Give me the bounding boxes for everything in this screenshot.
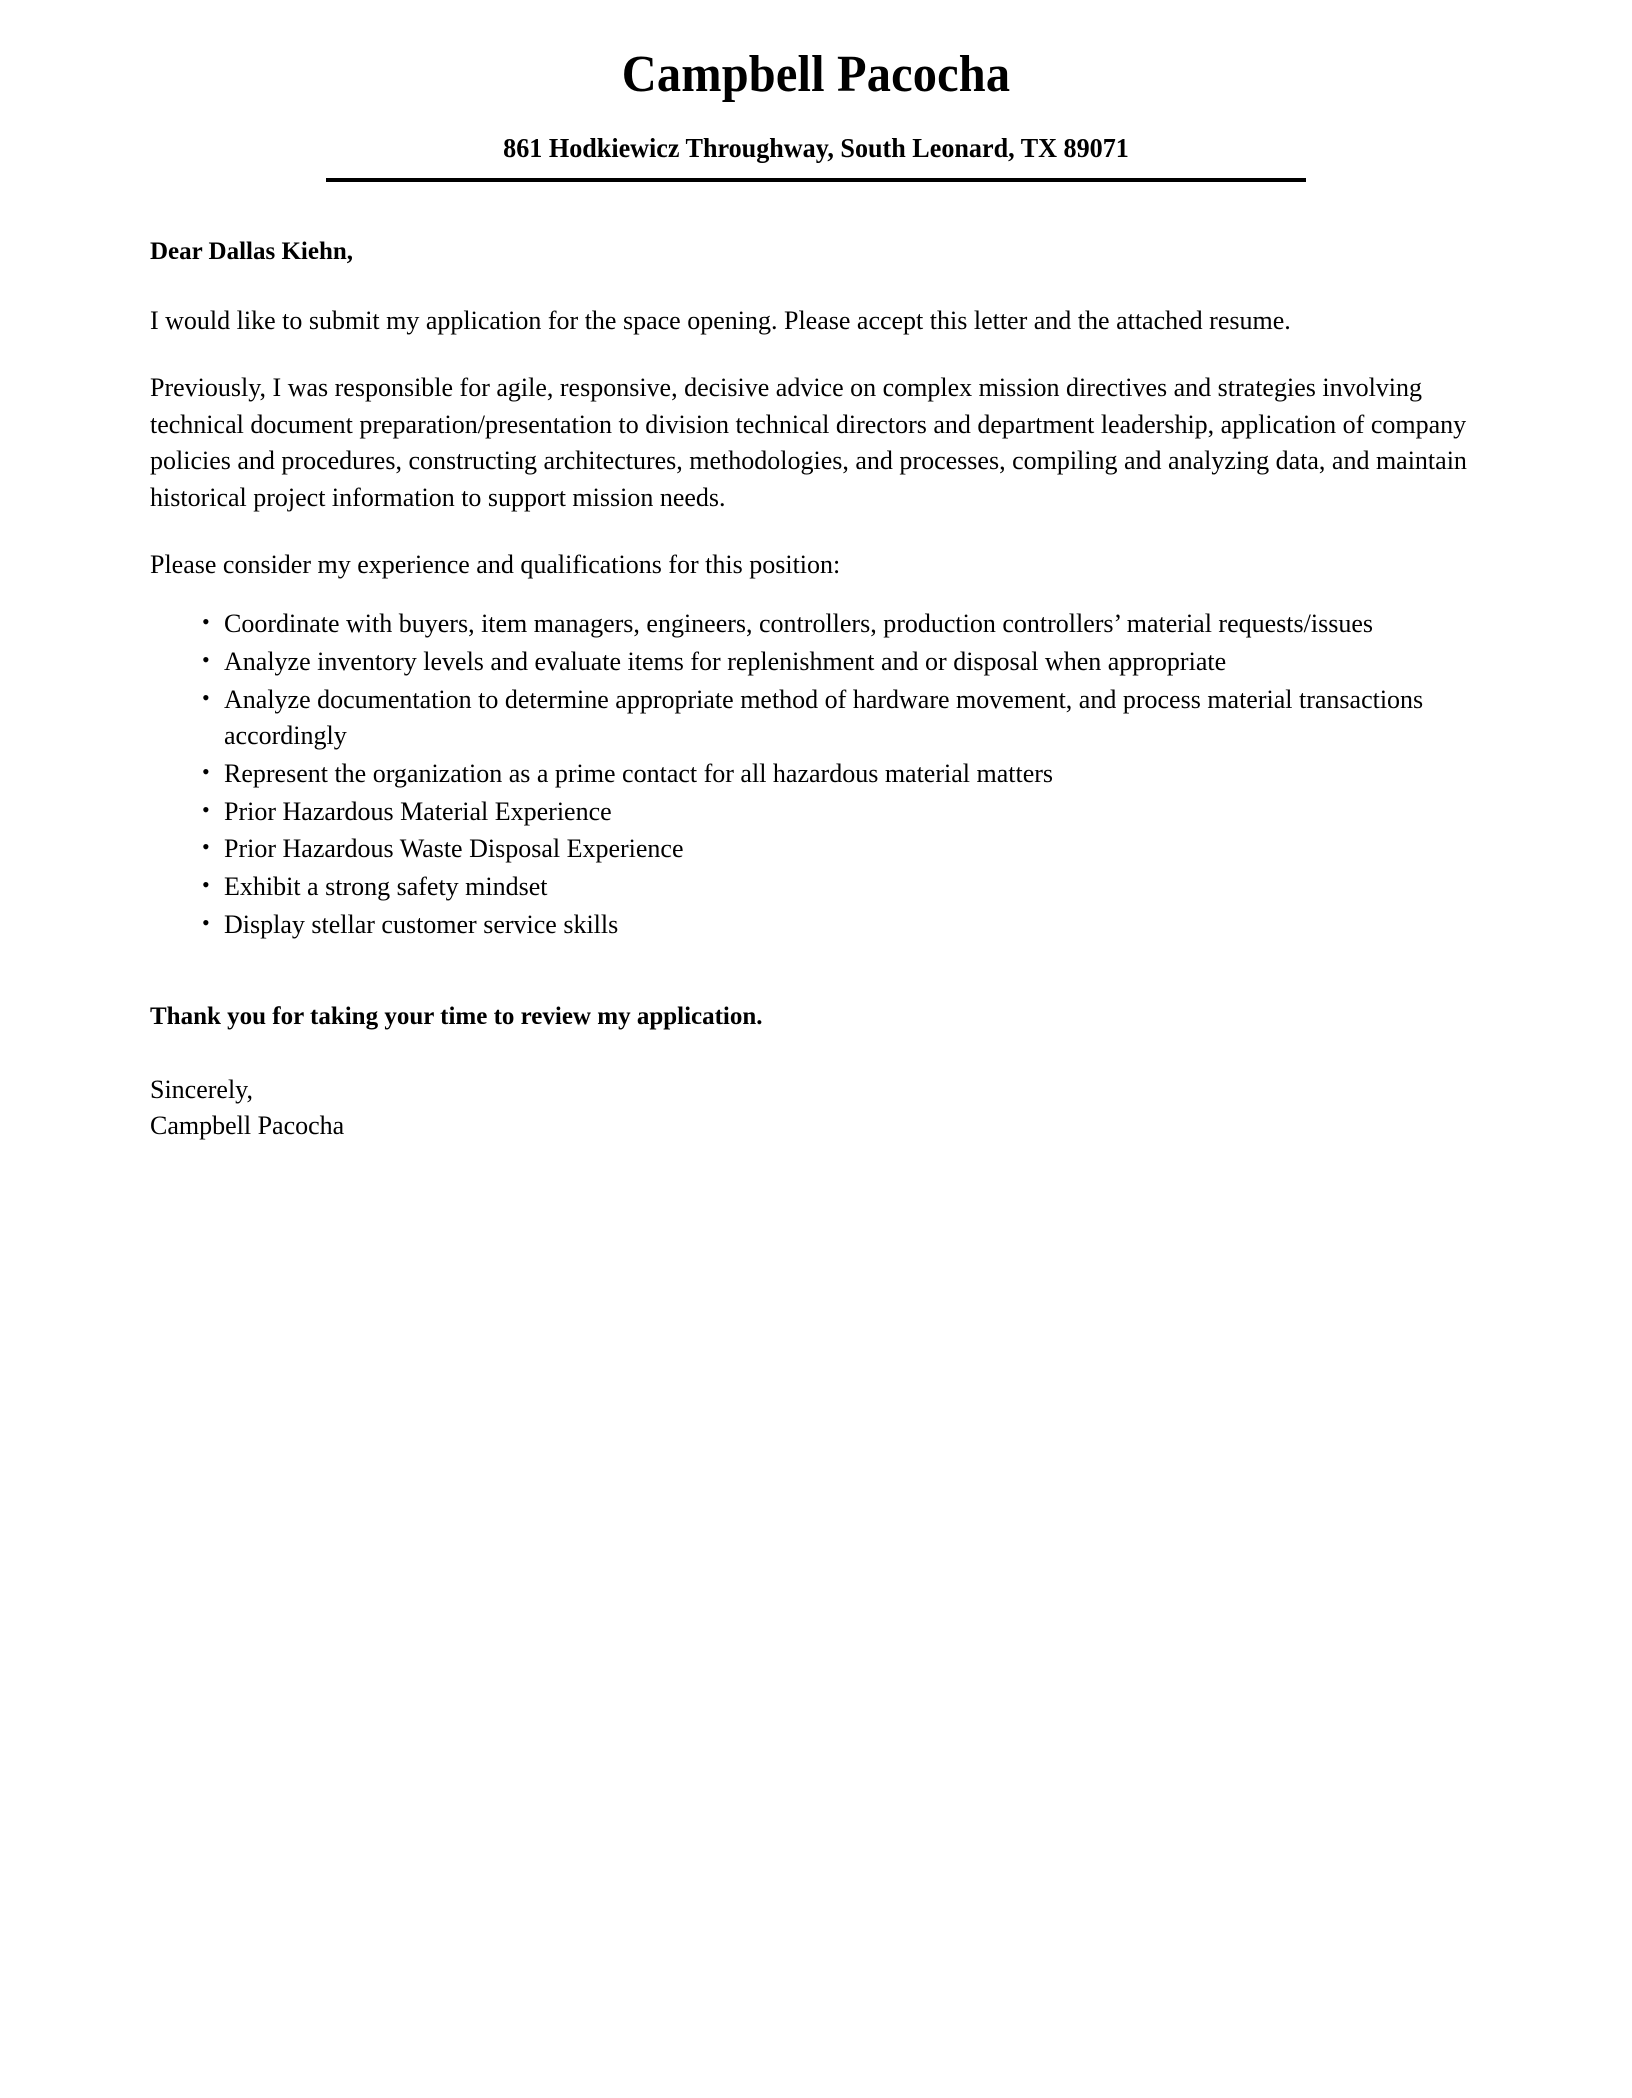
bullet-icon: • bbox=[202, 796, 210, 822]
list-item bbox=[202, 756, 1480, 792]
salutation: Dear Dallas Kiehn, bbox=[150, 238, 354, 266]
sender-address: 861 Hodkiewicz Throughway, South Leonard, TX 89071 bbox=[503, 132, 1129, 164]
paragraph-consider: Please consider my experience and qualifications for this position: bbox=[150, 550, 841, 580]
bullet-icon: • bbox=[202, 609, 210, 635]
list-item bbox=[202, 644, 1480, 680]
bullet-icon: • bbox=[202, 647, 210, 673]
qualifications-list bbox=[150, 606, 1480, 943]
list-item-label: Analyze inventory levels and evaluate items for replenishment and or disposal when appropriate bbox=[224, 647, 1227, 677]
list-item-label: Prior Hazardous Material Experience bbox=[224, 796, 612, 826]
list-item bbox=[202, 869, 1480, 905]
list-item bbox=[202, 907, 1480, 943]
valediction: Sincerely, bbox=[150, 1074, 253, 1104]
list-item bbox=[202, 794, 1480, 830]
list-item-label: Prior Hazardous Waste Disposal Experience bbox=[224, 834, 684, 864]
letter-header bbox=[0, 0, 1632, 182]
list-item bbox=[202, 831, 1480, 867]
bullet-icon: • bbox=[202, 910, 210, 936]
list-item-label: Represent the organization as a prime contact for all hazardous material matters bbox=[224, 758, 1054, 788]
closing-thanks: Thank you for taking your time to review my application. bbox=[150, 1003, 763, 1031]
header-divider bbox=[326, 178, 1306, 182]
signature-block bbox=[150, 1072, 1480, 1146]
list-item-label: Coordinate with buyers, item managers, engineers, controllers, production controllers’ material requests/issues bbox=[224, 609, 1373, 639]
list-item bbox=[202, 606, 1480, 642]
bullet-icon: • bbox=[202, 684, 210, 710]
bullet-icon: • bbox=[202, 834, 210, 860]
bullet-icon: • bbox=[202, 758, 210, 784]
paragraph-experience: Previously, I was responsible for agile, responsive, decisive advice on complex mission directives and strategies involving technical document preparation/presentation to division technical directors and department leadership, application of company policies and procedures, constructing architectures, methodologies, and processes, compiling and analyzing data, and maintain historical project information to support mission needs. bbox=[150, 372, 1467, 513]
list-item-label: Analyze documentation to determine appropriate method of hardware movement, and process material transactions accordingly bbox=[224, 684, 1424, 750]
list-item-label: Exhibit a strong safety mindset bbox=[224, 872, 548, 902]
paragraph-intro: I would like to submit my application for the space opening. Please accept this letter and the attached resume. bbox=[150, 305, 1291, 335]
list-item-label: Display stellar customer service skills bbox=[224, 910, 619, 940]
signature-name: Campbell Pacocha bbox=[150, 1111, 345, 1141]
list-item bbox=[202, 682, 1480, 754]
letter-body bbox=[0, 236, 1632, 1145]
bullet-icon: • bbox=[202, 872, 210, 898]
page-title: Campbell Pacocha bbox=[621, 46, 1011, 103]
